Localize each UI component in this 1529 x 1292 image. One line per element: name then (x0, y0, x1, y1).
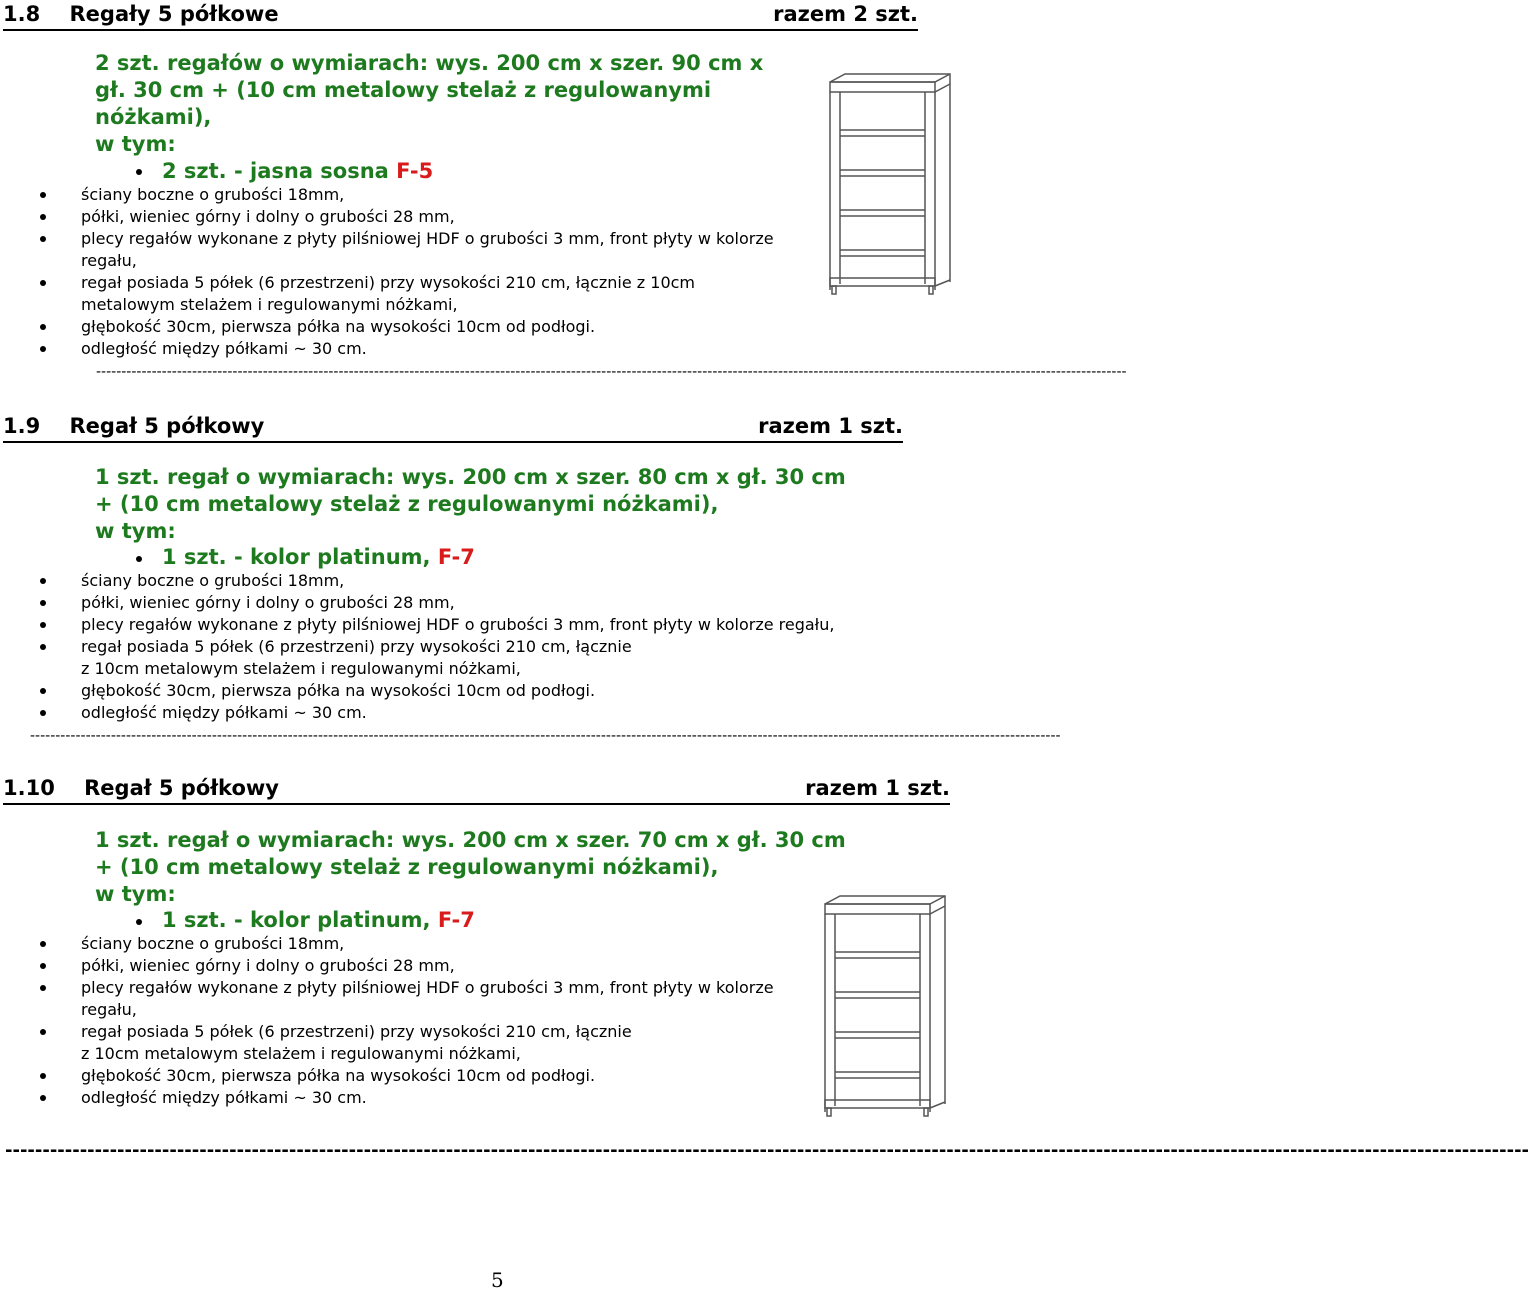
separator-line: ------------------------------------------------------------------------------------------------------------------------------------------------------------------------------------------------------------ (5, 1140, 1529, 1161)
bullet-icon (40, 600, 46, 606)
separator-line: ------------------------------------------------------------------------------------------------------------------------------------------------------------------------------------------------------------ (96, 364, 1127, 380)
section-header-1-10 (3, 776, 950, 805)
bullet-icon (40, 346, 46, 352)
section-number: 1.10 (3, 776, 55, 800)
variant-line (162, 907, 475, 934)
spec-item: głębokość 30cm, pierwsza półka na wysokości 10cm od podłogi. (81, 681, 596, 700)
description-line: + (10 cm metalowy stelaż z regulowanymi nóżkami), (95, 855, 719, 879)
description-line: w tym: (95, 519, 176, 543)
section-total: razem 1 szt. (758, 414, 903, 438)
spec-item: głębokość 30cm, pierwsza półka na wysokości 10cm od podłogi. (81, 317, 596, 336)
spec-item: z 10cm metalowym stelażem i regulowanymi nóżkami, (81, 1044, 521, 1063)
spec-item: półki, wieniec górny i dolny o grubości 28 mm, (81, 593, 455, 612)
spec-item: plecy regałów wykonane z płyty pilśniowej HDF o grubości 3 mm, front płyty w kolorze (81, 229, 774, 248)
variant-label: 1 szt. - kolor platinum, (162, 908, 438, 932)
bookshelf-illustration (825, 70, 955, 300)
spec-item: odległość między półkami ~ 30 cm. (81, 703, 367, 722)
bullet-icon (40, 280, 46, 286)
variant-line (162, 544, 475, 571)
spec-item: półki, wieniec górny i dolny o grubości 28 mm, (81, 207, 455, 226)
spec-item: odległość między półkami ~ 30 cm. (81, 1088, 367, 1107)
separator-line: ------------------------------------------------------------------------------------------------------------------------------------------------------------------------------------------------------------ (30, 728, 1061, 744)
description-line: gł. 30 cm + (10 cm metalowy stelaż z regulowanymi (95, 78, 712, 102)
description-line: w tym: (95, 132, 176, 156)
section-description (95, 50, 763, 158)
bullet-icon (136, 919, 142, 925)
section-description (95, 464, 846, 545)
section-title: Regał 5 półkowy (69, 414, 265, 438)
bullet-icon (40, 644, 46, 650)
description-line: w tym: (95, 882, 176, 906)
spec-item: ściany boczne o grubości 18mm, (81, 185, 345, 204)
bullet-icon (40, 578, 46, 584)
section-title: Regał 5 półkowy (84, 776, 279, 800)
spec-item: metalowym stelażem i regulowanymi nóżkami, (81, 295, 458, 314)
spec-list (81, 184, 774, 360)
section-total: razem 2 szt. (773, 2, 918, 26)
description-line: 1 szt. regał o wymiarach: wys. 200 cm x szer. 70 cm x gł. 30 cm (95, 828, 846, 852)
spec-item: ściany boczne o grubości 18mm, (81, 934, 345, 953)
spec-item: plecy regałów wykonane z płyty pilśniowej HDF o grubości 3 mm, front płyty w kolorze regału, (81, 615, 835, 634)
page-number: 5 (491, 1268, 504, 1292)
spec-item: odległość między półkami ~ 30 cm. (81, 339, 367, 358)
section-header-1-8 (3, 2, 918, 31)
spec-item: głębokość 30cm, pierwsza półka na wysokości 10cm od podłogi. (81, 1066, 596, 1085)
bullet-icon (40, 324, 46, 330)
variant-label: 2 szt. - jasna sosna (162, 159, 397, 183)
spec-item: regał posiada 5 półek (6 przestrzeni) przy wysokości 210 cm, łącznie z 10cm (81, 273, 696, 292)
bullet-icon (40, 963, 46, 969)
bullet-icon (40, 622, 46, 628)
bullet-icon (40, 1073, 46, 1079)
variant-code: F-7 (437, 545, 475, 569)
bullet-icon (40, 1095, 46, 1101)
bullet-icon (40, 688, 46, 694)
bullet-icon (40, 941, 46, 947)
variant-label: 1 szt. - kolor platinum, (162, 545, 438, 569)
bullet-icon (136, 169, 142, 175)
section-description (95, 827, 846, 908)
description-line: 2 szt. regałów o wymiarach: wys. 200 cm x szer. 90 cm x (95, 51, 764, 75)
spec-list (81, 933, 774, 1109)
description-line: 1 szt. regał o wymiarach: wys. 200 cm x szer. 80 cm x gł. 30 cm (95, 465, 846, 489)
section-number: 1.9 (3, 414, 41, 438)
description-line: nóżkami), (95, 105, 212, 129)
bookshelf-illustration (820, 892, 950, 1122)
bullet-icon (40, 236, 46, 242)
spec-item: regału, (81, 251, 137, 270)
spec-list (81, 570, 834, 724)
description-line: + (10 cm metalowy stelaż z regulowanymi nóżkami), (95, 492, 719, 516)
section-total: razem 1 szt. (805, 776, 950, 800)
spec-item: z 10cm metalowym stelażem i regulowanymi nóżkami, (81, 659, 521, 678)
section-number: 1.8 (3, 2, 41, 26)
bullet-icon (40, 214, 46, 220)
section-header-1-9 (3, 414, 903, 443)
variant-line (162, 158, 433, 185)
spec-item: plecy regałów wykonane z płyty pilśniowej HDF o grubości 3 mm, front płyty w kolorze (81, 978, 774, 997)
bullet-icon (40, 985, 46, 991)
bullet-icon (136, 556, 142, 562)
section-title: Regały 5 półkowe (69, 2, 279, 26)
spec-item: półki, wieniec górny i dolny o grubości 28 mm, (81, 956, 455, 975)
bullet-icon (40, 710, 46, 716)
bullet-icon (40, 192, 46, 198)
bullet-icon (40, 1029, 46, 1035)
spec-item: regał posiada 5 półek (6 przestrzeni) przy wysokości 210 cm, łącznie (81, 1022, 632, 1041)
spec-item: ściany boczne o grubości 18mm, (81, 571, 345, 590)
spec-item: regału, (81, 1000, 137, 1019)
variant-code: F-5 (396, 159, 434, 183)
variant-code: F-7 (437, 908, 475, 932)
spec-item: regał posiada 5 półek (6 przestrzeni) przy wysokości 210 cm, łącznie (81, 637, 632, 656)
